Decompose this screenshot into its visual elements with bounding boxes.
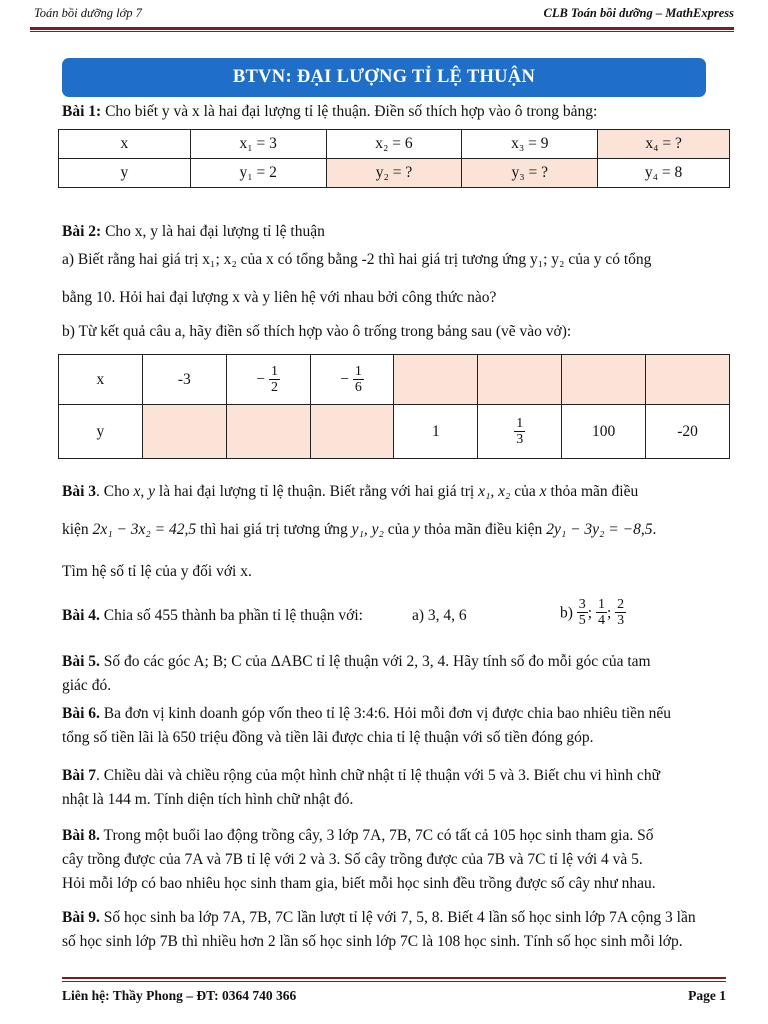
exercise-8-line3: Hỏi mỗi lớp có bao nhiêu học sinh tham gia, biết mỗi học sinh đều trồng được số cây như nhau. xyxy=(62,875,656,893)
exercise-4b-label: b) xyxy=(560,604,573,622)
exercise-8-line1 xyxy=(62,824,726,848)
table-cell: x xyxy=(59,355,143,405)
footer-rule xyxy=(62,977,726,979)
exercise-8 xyxy=(62,824,726,896)
math-run: x, y xyxy=(133,483,156,500)
table-row-x xyxy=(59,130,730,159)
exercise-4a: a) 3, 4, 6 xyxy=(412,607,467,624)
table-cell-blank xyxy=(562,355,646,405)
exercise-5-line2: giác đó. xyxy=(62,677,112,695)
exercise-1-intro xyxy=(62,100,726,124)
exercise-3-line3: Tìm hệ số tỉ lệ của y đối với x. xyxy=(62,563,252,580)
table-cell-blank xyxy=(478,355,562,405)
denominator: 2 xyxy=(270,379,278,395)
exercise-4-text: Chia số 455 thành ba phần tỉ lệ thuận với: xyxy=(103,607,363,624)
numerator: 1 xyxy=(597,597,605,612)
numerator: 3 xyxy=(578,597,586,612)
exercise-2a-line2: bằng 10. Hỏi hai đại lượng x và y liên hệ với nhau bởi công thức nào? xyxy=(62,289,497,306)
exercise-2b-line: b) Từ kết quả câu a, hãy điền số thích hợp vào ô trống trong bảng sau (vẽ vào vở): xyxy=(62,323,572,340)
separator: ; xyxy=(587,604,593,622)
exercise-2a-line1: a) Biết rằng hai giá trị x₁; x₂ của x có tổng bằng -2 thì hai giá trị tương ứng y₁; y₂ của y có tổng xyxy=(62,251,652,268)
exercise-1-table xyxy=(58,129,730,188)
minus-sign: − xyxy=(340,370,349,388)
table-cell-blank xyxy=(646,355,730,405)
table-row-y xyxy=(59,159,730,188)
exercise-8-label: Bài 8. xyxy=(62,827,100,844)
title-banner xyxy=(62,58,706,97)
header-rule xyxy=(30,27,734,30)
table-cell: y₁ = 2 xyxy=(190,159,326,188)
exercise-7-line1 xyxy=(62,764,726,788)
table-cell: x₃ = 9 xyxy=(462,130,598,159)
table-cell-blank: x₄ = ? xyxy=(598,130,730,159)
table-cell: y xyxy=(59,159,191,188)
exercise-2-intro xyxy=(62,220,726,244)
table-row-y xyxy=(59,405,730,459)
exercise-3-line1 xyxy=(62,480,726,504)
table-cell: 100 xyxy=(562,405,646,459)
exercise-6-label: Bài 6. xyxy=(62,705,100,722)
table-cell: -3 xyxy=(142,355,226,405)
table-cell-blank: y₃ = ? xyxy=(462,159,598,188)
math-run: y₁, y₂ xyxy=(351,521,384,538)
numerator: 1 xyxy=(354,363,362,379)
denominator: 3 xyxy=(617,613,625,628)
exercise-7 xyxy=(62,764,726,812)
text-run: Số đo các góc A; B; C của ΔABC tỉ lệ thuận với 2, 3, 4. Hãy tính số đo mỗi góc của tam xyxy=(103,653,651,670)
table-cell-fraction xyxy=(226,355,310,405)
denominator: 3 xyxy=(516,431,524,447)
exercise-7-line2: nhật là 144 m. Tính diện tích hình chữ nhật đó. xyxy=(62,791,354,809)
math-run: x₁, x₂ xyxy=(478,483,511,500)
page-footer xyxy=(62,988,726,1004)
math-run: x xyxy=(539,483,547,500)
page-header xyxy=(30,4,734,24)
fraction xyxy=(577,598,588,628)
exercise-6 xyxy=(62,702,726,750)
exercise-6-line2: tổng số tiền lãi là 650 triệu đồng và tiền lãi được chia tỉ lệ thuận với số tiền đóng góp. xyxy=(62,729,594,747)
exercise-2-text: Cho x, y là hai đại lượng tỉ lệ thuận xyxy=(105,223,325,240)
minus-sign: − xyxy=(256,370,266,388)
exercise-1-label: Bài 1: xyxy=(62,103,102,120)
separator: ; xyxy=(606,604,612,622)
text-run: của xyxy=(510,483,540,500)
text-run: Số học sinh ba lớp 7A, 7B, 7C lần lượt tỉ lệ với 7, 5, 8. Biết 4 lần số học sinh lớp 7A cộng 3 lần xyxy=(103,909,696,926)
text-run: Ba đơn vị kinh doanh góp vốn theo tỉ lệ 3:4:6. Hỏi mỗi đơn vị được chia bao nhiêu tiền nếu xyxy=(103,705,672,722)
exercise-9-label: Bài 9. xyxy=(62,909,100,926)
fraction xyxy=(269,365,280,395)
table-cell-blank xyxy=(310,405,394,459)
text-run: thỏa mãn điều xyxy=(546,483,639,500)
text-run: của xyxy=(383,521,414,538)
math-run: 2x₁ − 3x₂ = 42,5 xyxy=(92,521,197,538)
exercise-5-line1 xyxy=(62,650,726,674)
denominator: 6 xyxy=(354,379,362,395)
text-run: kiện xyxy=(62,521,93,538)
footer-contact: Liên hệ: Thầy Phong – ĐT: 0364 740 366 xyxy=(62,988,297,1003)
table-cell: -20 xyxy=(646,405,730,459)
exercise-6-line1 xyxy=(62,702,726,726)
math-run: y xyxy=(413,521,421,538)
denominator: 5 xyxy=(578,613,586,628)
table-cell: x₂ = 6 xyxy=(326,130,462,159)
exercise-5 xyxy=(62,650,726,698)
table-cell: y₄ = 8 xyxy=(598,159,730,188)
text-run: thì hai giá trị tương ứng xyxy=(196,521,352,538)
table-cell: x₁ = 3 xyxy=(190,130,326,159)
table-cell-blank xyxy=(142,405,226,459)
text-run: . Chiều dài và chiều rộng của một hình chữ nhật tỉ lệ thuận với 5 và 3. Biết chu vi hình chữ xyxy=(96,767,660,784)
text-run: . xyxy=(652,521,657,538)
exercise-4b xyxy=(560,598,700,628)
fraction xyxy=(615,598,626,628)
table-cell-blank xyxy=(226,405,310,459)
footer-rule-thin xyxy=(62,981,726,982)
exercise-9 xyxy=(62,906,726,954)
table-cell-fraction xyxy=(478,405,562,459)
table-cell-fraction xyxy=(310,355,394,405)
header-rule-thin xyxy=(30,31,734,32)
exercise-3-line2 xyxy=(62,518,726,542)
text-run: thỏa mãn điều kiện xyxy=(420,521,547,538)
fraction xyxy=(353,365,364,395)
denominator: 4 xyxy=(597,613,605,628)
fraction xyxy=(514,417,525,447)
exercise-8-line2: cây trồng được của 7A và 7B tỉ lệ với 2 và 3. Số cây trồng được của 7B và 7C tỉ lệ với 4 và 5. xyxy=(62,851,643,869)
fraction xyxy=(596,598,607,628)
table-cell: y xyxy=(59,405,143,459)
exercise-9-line1 xyxy=(62,906,726,930)
numerator: 2 xyxy=(617,597,625,612)
header-right-text: CLB Toán bồi dưỡng – MathExpress xyxy=(543,6,734,20)
exercise-5-label: Bài 5. xyxy=(62,653,100,670)
table-cell-blank xyxy=(394,355,478,405)
table-cell-blank: y₂ = ? xyxy=(326,159,462,188)
page-number: Page 1 xyxy=(688,988,726,1003)
numerator: 1 xyxy=(270,363,278,379)
exercise-7-label: Bài 7 xyxy=(62,767,97,784)
header-left-text: Toán bồi dưỡng lớp 7 xyxy=(34,6,142,20)
page-title: BTVN: ĐẠI LƯỢNG TỈ LỆ THUẬN xyxy=(232,67,536,87)
exercise-2-label: Bài 2: xyxy=(62,223,102,240)
text-run: là hai đại lượng tỉ lệ thuận. Biết rằng với hai giá trị xyxy=(155,483,479,500)
math-run: 2y₁ − 3y₂ = −8,5 xyxy=(546,521,653,538)
table-row-x xyxy=(59,355,730,405)
table-cell: 1 xyxy=(394,405,478,459)
numerator: 1 xyxy=(516,415,524,431)
exercise-3-label: Bài 3 xyxy=(62,483,97,500)
exercise-1-text: Cho biết y và x là hai đại lượng tỉ lệ thuận. Điền số thích hợp vào ô trong bảng: xyxy=(105,103,598,120)
exercise-9-line2: số học sinh lớp 7B thì nhiều hơn 2 lần số học sinh lớp 7C là 108 học sinh. Tính số học sinh mỗi lớp. xyxy=(62,933,683,951)
table-cell: x xyxy=(59,130,191,159)
text-run: Trong một buổi lao động trồng cây, 3 lớp 7A, 7B, 7C có tất cả 105 học sinh tham gia. Số xyxy=(103,827,654,844)
text-run: . Cho xyxy=(96,483,134,500)
exercise-4-label: Bài 4. xyxy=(62,607,100,624)
exercise-2-table xyxy=(58,354,730,459)
